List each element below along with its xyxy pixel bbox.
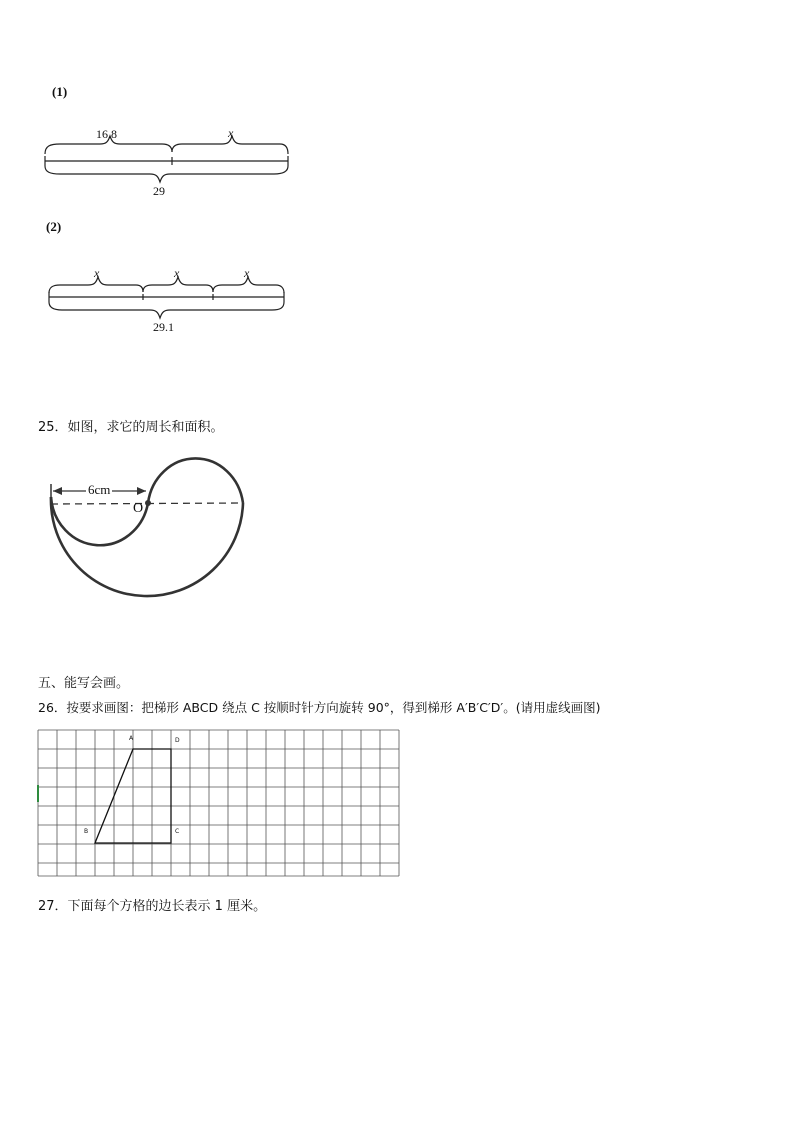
diagram-2-label: (2): [46, 219, 62, 234]
diagram-1-var: x: [228, 126, 234, 140]
diagram-1-label: (1): [52, 84, 68, 99]
question-25-text: 25．如图，求它的周长和面积。: [38, 420, 224, 435]
point-a-label: A: [129, 735, 134, 742]
rotation-grid: [38, 730, 400, 878]
section-5-title: 五、能写会画。: [38, 676, 130, 691]
center-label: O: [133, 501, 144, 516]
diagram-1-total: 29: [153, 184, 165, 198]
diagram-2-var-3: x: [244, 266, 250, 280]
diagram-2-var-1: x: [94, 266, 100, 280]
point-b-label: B: [84, 828, 89, 835]
point-c-label: C: [175, 828, 180, 835]
question-26-text: 26．按要求画图：把梯形 ABCD 绕点 C 按顺时针方向旋转 90°，得到梯形 A′B′C′D′。(请用虚线画图): [38, 700, 601, 715]
point-d-label: D: [175, 737, 180, 744]
diagram-2-total: 29.1: [153, 320, 174, 334]
diagram-1-part-value: 16.8: [96, 127, 117, 141]
question-27-text: 27．下面每个方格的边长表示 1 厘米。: [38, 899, 267, 914]
diagram-2-var-2: x: [174, 266, 180, 280]
radius-label: 6cm: [88, 482, 111, 497]
